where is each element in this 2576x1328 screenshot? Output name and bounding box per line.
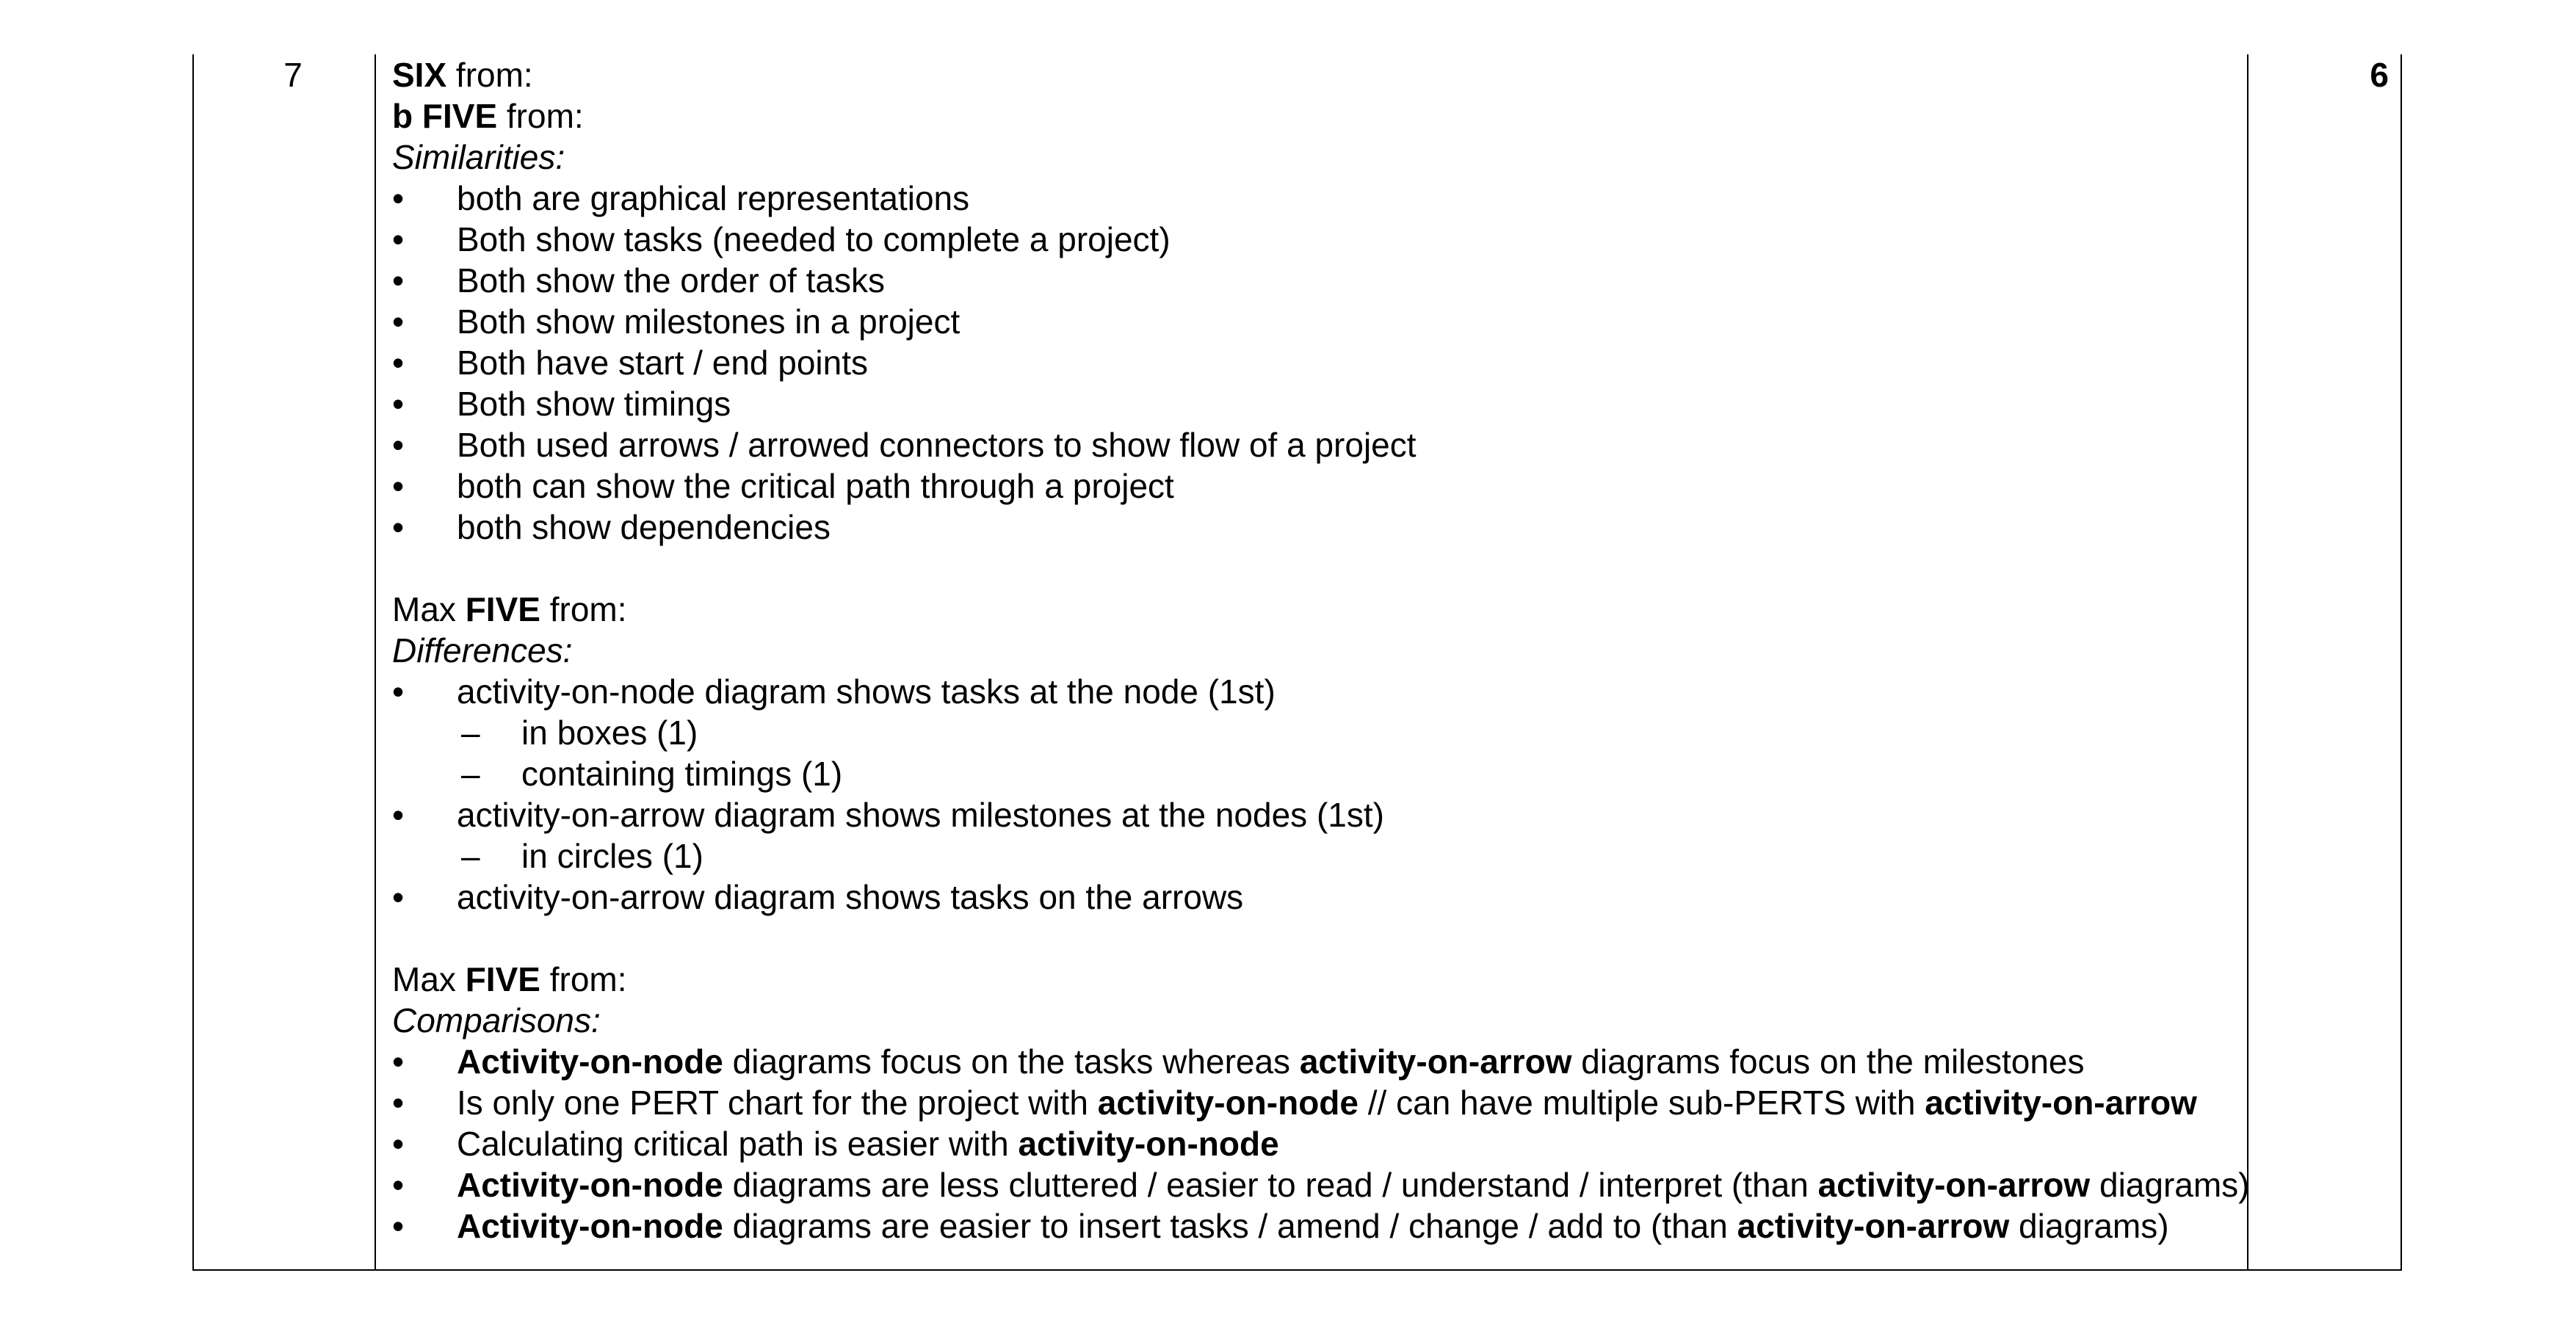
- comparison-item: • Activity-on-node diagrams focus on the tasks whereas activity-on-arrow diagrams focus on the milestones: [392, 1042, 2085, 1081]
- comparison-item: • Activity-on-node diagrams are less cluttered / easier to read / understand / interpret (than activity-on-arrow diagrams): [392, 1166, 2250, 1204]
- difference-item: • activity-on-node diagram shows tasks at the node (1st): [392, 672, 1276, 711]
- bullet-icon: •: [392, 220, 405, 258]
- bullet-icon: •: [392, 508, 405, 546]
- similarity-item: • Both show the order of tasks: [392, 261, 885, 300]
- difference-subitem: – in boxes (1): [461, 714, 698, 752]
- bullet-icon: •: [392, 1084, 405, 1122]
- bullet-icon: •: [392, 467, 405, 505]
- bullet-icon: •: [392, 302, 405, 341]
- question-number: 7: [283, 56, 303, 94]
- bullet-icon: •: [392, 796, 405, 834]
- similarity-item: • Both show milestones in a project: [392, 302, 960, 341]
- similarity-item: • Both show timings: [392, 385, 731, 423]
- column-divider: [375, 54, 376, 1269]
- marks-value: 6: [2370, 56, 2389, 94]
- mark-scheme-table: [192, 54, 2402, 1271]
- bullet-icon: •: [392, 1207, 405, 1245]
- dash-icon: –: [461, 755, 480, 793]
- intro-line: SIX from:: [392, 56, 533, 94]
- dash-icon: –: [461, 837, 480, 875]
- bullet-icon: •: [392, 385, 405, 423]
- answer-content: [392, 54, 2434, 1247]
- difference-item: • activity-on-arrow diagram shows milestones at the nodes (1st): [392, 796, 1384, 834]
- comparisons-heading: Comparisons:: [392, 1001, 601, 1039]
- differences-heading: Differences:: [392, 631, 573, 670]
- bullet-icon: •: [392, 179, 405, 217]
- bullet-icon: •: [392, 878, 405, 916]
- similarity-item: • Both show tasks (needed to complete a project): [392, 220, 1171, 258]
- spacer: [392, 548, 2434, 589]
- bullet-icon: •: [392, 261, 405, 300]
- intro-line: b FIVE from:: [392, 97, 584, 135]
- dash-icon: –: [461, 714, 480, 752]
- bullet-icon: •: [392, 672, 405, 711]
- similarity-item: • Both have start / end points: [392, 344, 869, 382]
- comparison-item: • Is only one PERT chart for the project with activity-on-node // can have multiple sub-PERTS with activity-on-arrow: [392, 1084, 2197, 1122]
- similarities-heading: Similarities:: [392, 138, 565, 176]
- similarity-item: • both show dependencies: [392, 508, 831, 546]
- bullet-icon: •: [392, 1166, 405, 1204]
- bullet-icon: •: [392, 1125, 405, 1163]
- bullet-icon: •: [392, 1042, 405, 1081]
- comparisons-max-line: Max FIVE from:: [392, 960, 627, 998]
- bullet-icon: •: [392, 426, 405, 464]
- similarity-item: • Both used arrows / arrowed connectors to show flow of a project: [392, 426, 1417, 464]
- difference-subitem: – containing timings (1): [461, 755, 843, 793]
- similarity-item: • both are graphical representations: [392, 179, 970, 217]
- differences-max-line: Max FIVE from:: [392, 590, 627, 628]
- difference-item: • activity-on-arrow diagram shows tasks on the arrows: [392, 878, 1244, 916]
- spacer: [392, 918, 2434, 959]
- difference-subitem: – in circles (1): [461, 837, 703, 875]
- similarity-item: • both can show the critical path through a project: [392, 467, 1174, 505]
- comparison-item: • Activity-on-node diagrams are easier to insert tasks / amend / change / add to (than activity-on-arrow diagrams): [392, 1207, 2169, 1245]
- comparison-item: • Calculating critical path is easier with activity-on-node: [392, 1125, 1279, 1163]
- bullet-icon: •: [392, 344, 405, 382]
